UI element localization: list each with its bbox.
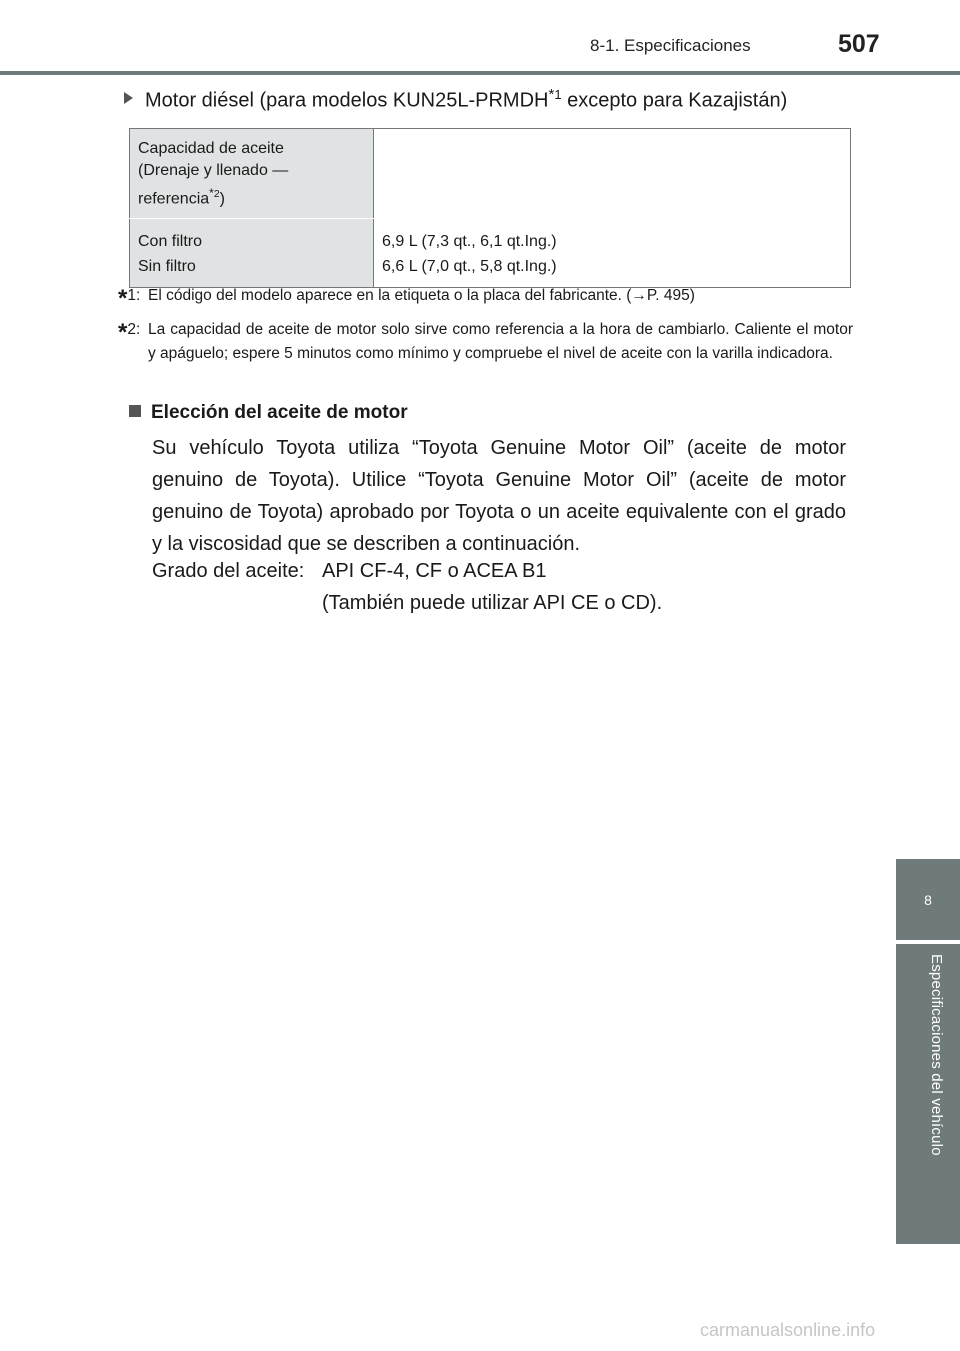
section-title: 8-1. Especificaciones: [590, 36, 751, 55]
page-number: 507: [838, 30, 880, 58]
footnote-marker: *2:: [118, 319, 141, 346]
section-heading: Elección del aceite de motor: [129, 402, 408, 424]
footnote-1: [118, 284, 853, 312]
footnote-ref-1: *1: [548, 86, 562, 103]
engine-subheading: [124, 86, 787, 113]
with-filter-value: 6,9 L (7,3 qt., 6,1 qt.Ing.): [382, 232, 557, 250]
without-filter-value: 6,6 L (7,0 qt., 5,8 qt.Ing.): [382, 257, 557, 275]
section-paragraph: Su vehículo Toyota utiliza “Toyota Genuine Motor Oil” (aceite de motor genuino de Toyota). Utilice “Toyota Genuine Motor Oil” (aceite de motor genuino de Toyota) aprobado por Toyota o un aceite equivalente con el grado y la viscosidad que se describen a continuación.: [152, 437, 846, 555]
footnote-text: La capacidad de aceite de motor solo sirve como referencia a la hora de cambiarlo. Caliente el motor y apáguelo; espere 5 minutos como mínimo y compruebe el nivel de aceite con la varilla indicadora.: [148, 321, 853, 362]
oil-grade-label: Grado del aceite:: [152, 560, 305, 582]
oil-grade-value: API CF-4, CF o ACEA B1: [322, 560, 547, 582]
table-row: [130, 129, 851, 219]
table-label-cell: [130, 129, 374, 219]
chapter-title: Especificaciones del vehículo: [928, 954, 945, 1156]
footnote-marker: *1:: [118, 285, 141, 312]
footnote-text: El código del modelo aparece en la etiqueta o la placa del fabricante. (→P. 495): [148, 287, 695, 304]
with-filter-label: Con filtro: [138, 233, 203, 250]
capacity-label: Capacidad de aceite: [138, 140, 284, 157]
chapter-tab-number[interactable]: [896, 859, 960, 940]
table-value-cell: [374, 129, 851, 219]
without-filter-label: Sin filtro: [138, 258, 196, 275]
table-label-cell: [130, 219, 374, 288]
subheading-text: Motor diésel (para modelos KUN25L-PRMDH: [145, 89, 549, 112]
oil-grade-note: (También puede utilizar API CE o CD).: [322, 592, 663, 614]
chapter-number: 8: [924, 891, 932, 908]
subheading-text-after: excepto para Kazajistán): [561, 89, 788, 112]
header-divider: [0, 71, 960, 75]
capacity-label-sub: (Drenaje y llenado —: [138, 162, 289, 179]
table-row: [130, 219, 851, 288]
table-value-cell: [374, 219, 851, 288]
chapter-tab-label[interactable]: [896, 944, 960, 1244]
square-bullet-icon: [129, 405, 141, 417]
footnote-2: [118, 318, 853, 366]
oil-capacity-table: [129, 128, 851, 288]
triangle-bullet-icon: [124, 92, 133, 104]
capacity-label-ref: referencia$^{*2}$): [138, 186, 225, 208]
watermark: carmanualsonline.info: [700, 1320, 876, 1340]
